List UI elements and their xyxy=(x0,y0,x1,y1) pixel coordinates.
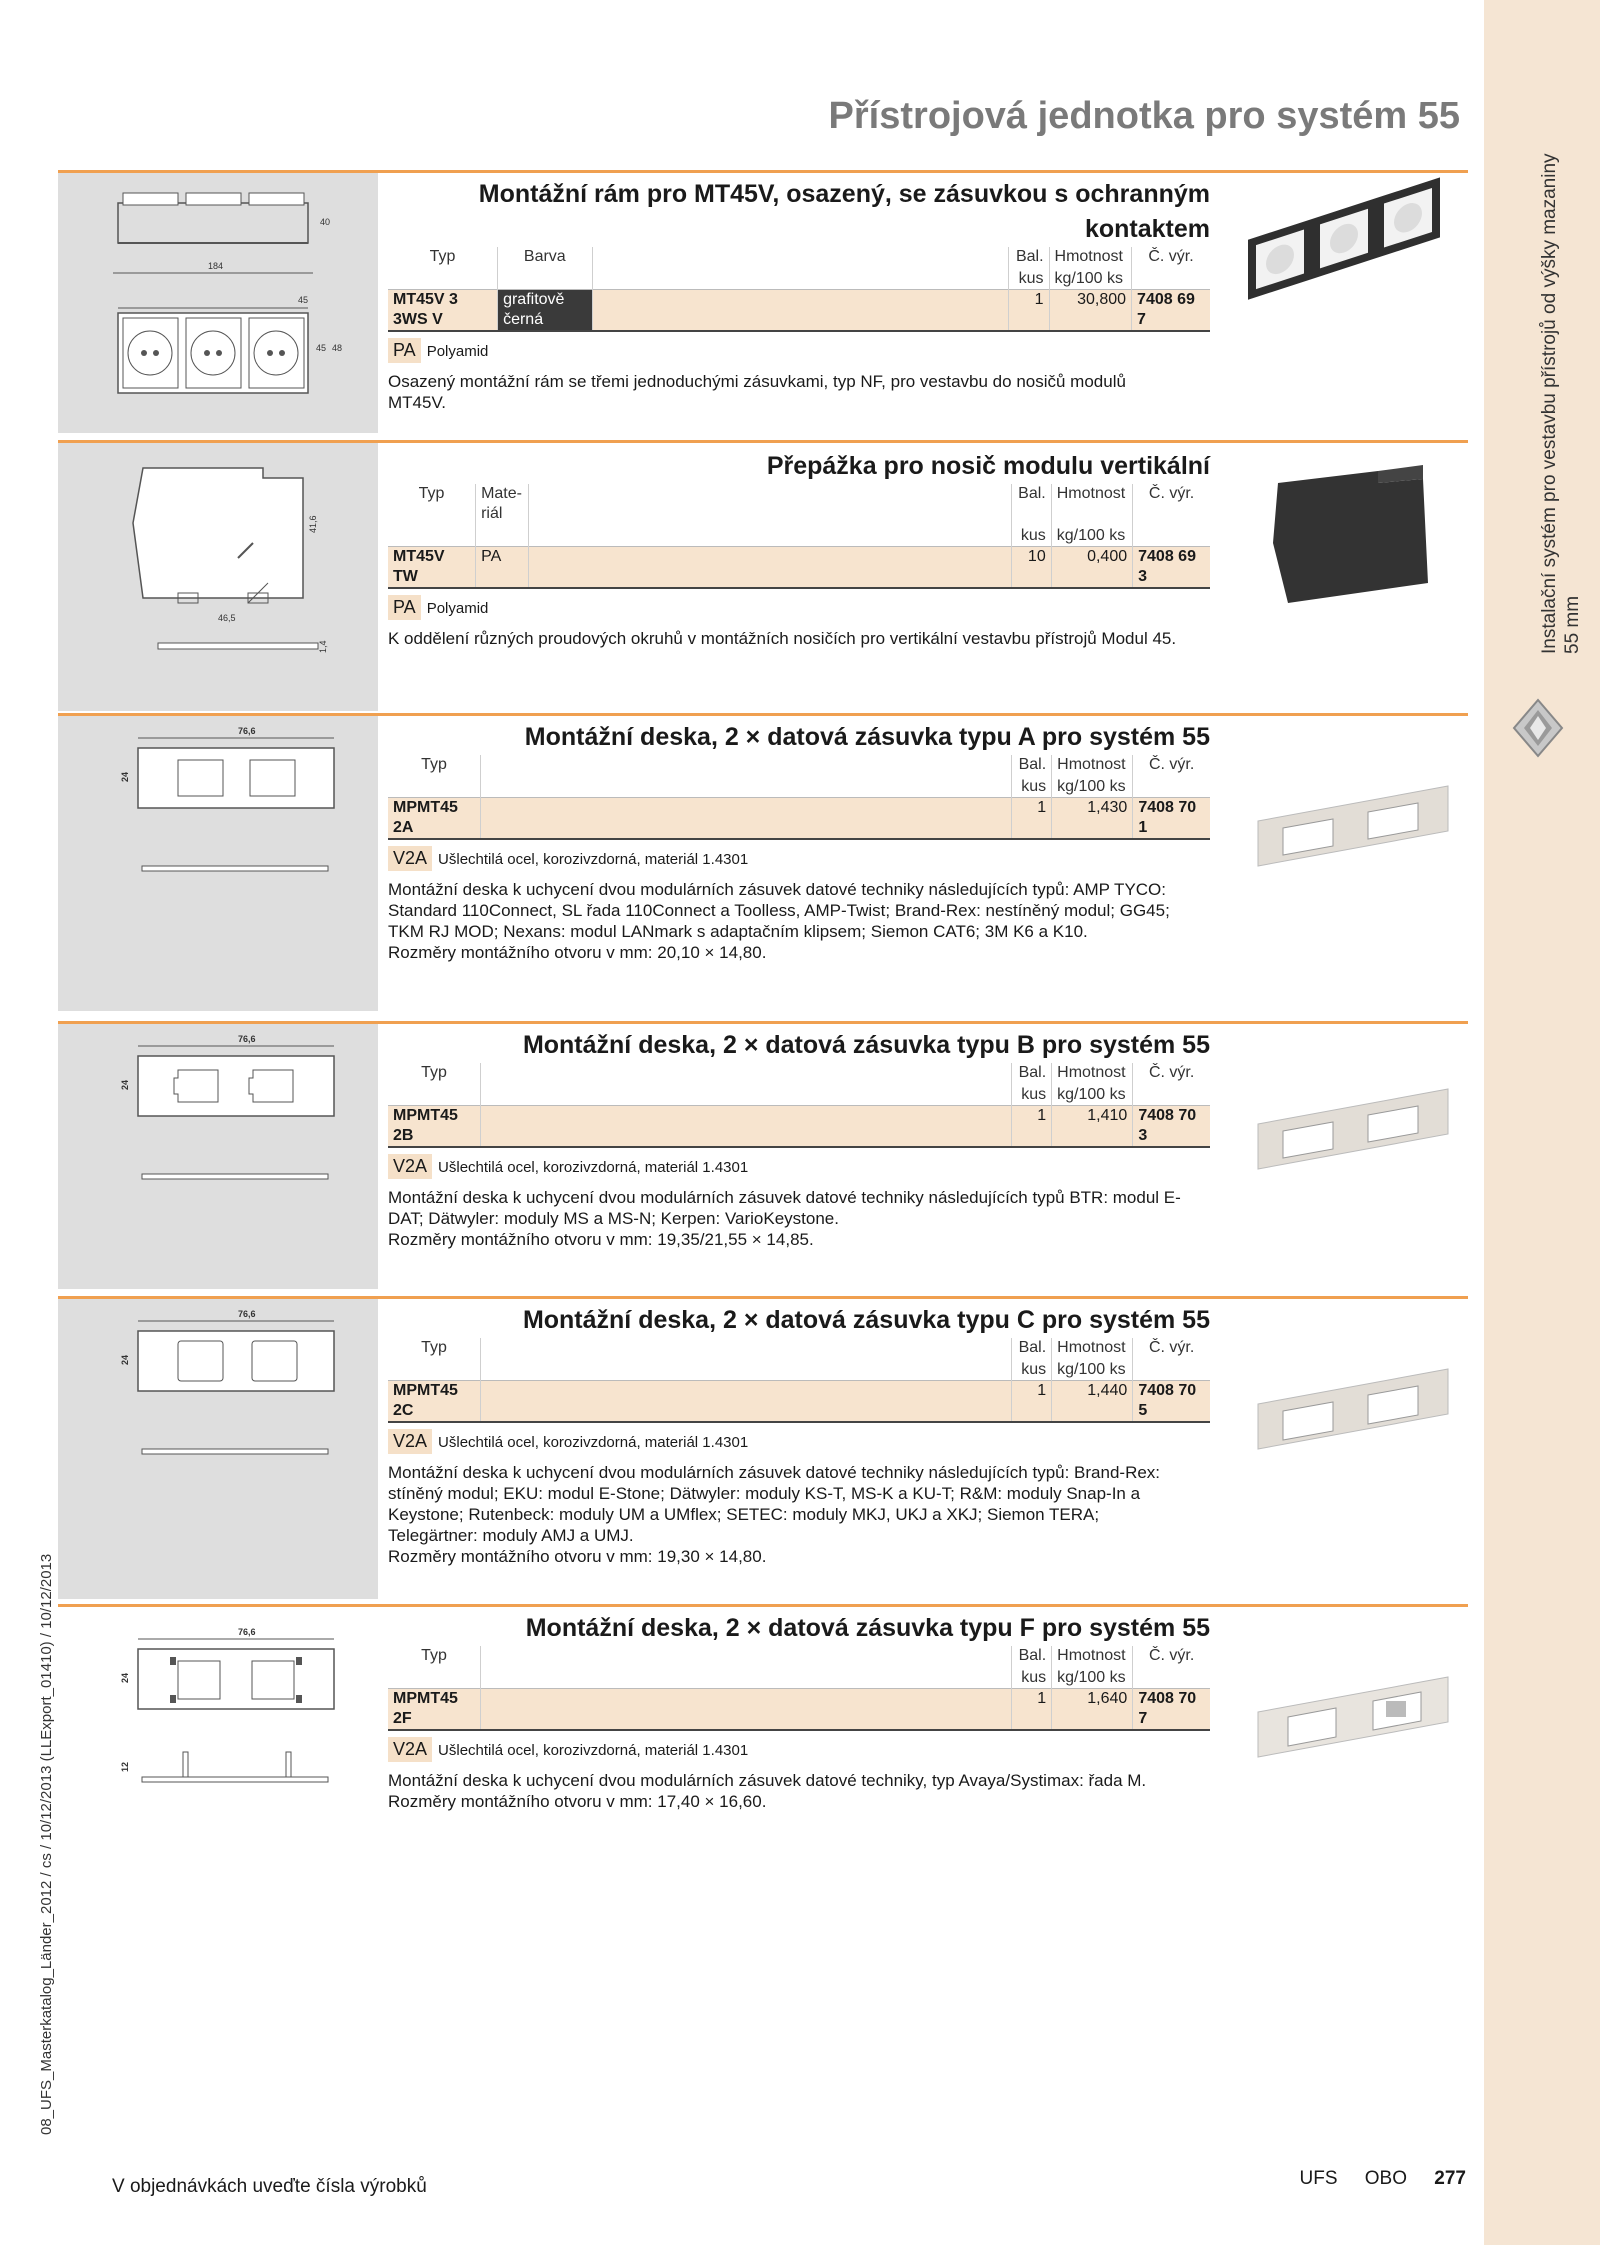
svg-text:45: 45 xyxy=(298,295,309,305)
product-photo xyxy=(1238,1299,1468,1469)
footer-note: V objednávkách uveďte čísla výrobků xyxy=(112,2176,427,2197)
footer-brand-obo: OBO xyxy=(1364,2168,1408,2189)
section-title: Montážní deska, 2 × datová zásuvka typu A pro systém 55 xyxy=(524,723,1210,751)
material-note: PA Polyamid xyxy=(388,595,1210,620)
footer-brand xyxy=(1278,2168,1467,2190)
section-content xyxy=(388,1607,1210,1812)
spec-table: Typ Bal. Hmotnost Č. výr. kus kg/100 ks MPMT45 2A 1 1,430 7408 70 1 xyxy=(388,755,1210,840)
product-photo xyxy=(1238,443,1468,613)
svg-text:24: 24 xyxy=(120,1354,130,1365)
section-title: Montážní deska, 2 × datová zásuvka typu B pro systém 55 xyxy=(522,1031,1210,1059)
section-title: Montážní rám pro MT45V, osazený, se zásuvkou s ochranným kontaktem xyxy=(478,180,1210,243)
table-row: MT45V TW PA 10 0,400 7408 69 3 xyxy=(388,547,1210,589)
svg-text:46,5: 46,5 xyxy=(218,613,236,623)
technical-drawing xyxy=(58,173,378,433)
product-section-plate-f xyxy=(58,1604,1468,1894)
product-photo xyxy=(1238,1024,1468,1194)
svg-text:24: 24 xyxy=(120,1672,130,1683)
description: Montážní deska k uchycení dvou modulárních zásuvek datové techniky následujících typů: Brand-Rex: stíněný modul; EKU: modul E-Stone; Dätwyler: moduly KS-T, MS-K a KU-T; R&M: moduly Snap-In a Keystone; Rutenbeck: moduly UM a UMflex; SETEC: moduly MKJ, UKJ a XKJ; Siemon TERA; Telegärtner: moduly AMJ a UMJ. Rozměry montážního otvoru v mm: 19,30 × 14,80. xyxy=(388,1463,1161,1566)
svg-text:76,6: 76,6 xyxy=(238,726,256,736)
section-content xyxy=(388,173,1210,413)
svg-text:45: 45 xyxy=(316,343,327,353)
footer-brand-ufs: UFS xyxy=(1299,2168,1338,2189)
side-tab-line1: Instalační systém pro vestavbu přístrojů od výšky mazaniny xyxy=(1539,153,1560,654)
product-section-plate-a xyxy=(58,713,1468,1018)
spec-table: Typ Bal. Hmotnost Č. výr. kus kg/100 ks MPMT45 2C 1 1,440 7408 70 5 xyxy=(388,1338,1210,1423)
product-section-plate-b xyxy=(58,1021,1468,1296)
table-row: MPMT45 2F 1 1,640 7408 70 7 xyxy=(388,1689,1210,1731)
table-row: MT45V 3 3WS V grafitově černá 1 30,800 7408 69 7 xyxy=(388,290,1210,332)
section-title: Montážní deska, 2 × datová zásuvka typu C pro systém 55 xyxy=(522,1306,1210,1334)
technical-drawing xyxy=(58,443,378,711)
product-photo xyxy=(1238,1607,1468,1777)
svg-text:1,4: 1,4 xyxy=(318,640,328,653)
product-section-partition xyxy=(58,440,1468,710)
section-title: Přepážka pro nosič modulu vertikální xyxy=(766,452,1210,480)
technical-drawing xyxy=(58,1299,378,1599)
description: Osazený montážní rám se třemi jednoduchými zásuvkami, typ NF, pro vestavbu do nosičů modulů MT45V. xyxy=(388,372,1126,412)
page-number: 277 xyxy=(1434,2168,1466,2189)
technical-drawing xyxy=(58,1607,378,1837)
product-photo xyxy=(1238,716,1468,886)
svg-text:76,6: 76,6 xyxy=(238,1034,256,1044)
section-content xyxy=(388,716,1210,963)
page-title: Přístrojová jednotka pro systém 55 xyxy=(828,95,1460,137)
table-row: MPMT45 2C 1 1,440 7408 70 5 xyxy=(388,1381,1210,1423)
svg-text:76,6: 76,6 xyxy=(238,1309,256,1319)
svg-text:12: 12 xyxy=(120,1761,130,1772)
spec-table: Typ Bal. Hmotnost Č. výr. kus kg/100 ks MPMT45 2B 1 1,410 7408 70 3 xyxy=(388,1063,1210,1148)
section-content xyxy=(388,443,1210,649)
svg-text:41,6: 41,6 xyxy=(308,515,318,533)
product-section-mt45v-frame xyxy=(58,170,1468,435)
technical-drawing xyxy=(58,1024,378,1289)
diamond-icon xyxy=(1512,698,1564,758)
description: Montážní deska k uchycení dvou modulárních zásuvek datové techniky následujících typů BTR: modul E-DAT; Dätwyler: moduly MS a MS-N; Kerpen: VarioKeystone. Rozměry montážního otvoru v mm: 19,35/21,55 × 14,85. xyxy=(388,1188,1181,1249)
svg-text:40: 40 xyxy=(320,217,331,227)
description: Montážní deska k uchycení dvou modulárních zásuvek datové techniky následujících typů: AMP TYCO: Standard 110Connect, SL řada 110Connect a Toolless, AMP-Twist; Brand-Rex: nestíněný modul; GG45; TKM RJ MOD; Nexans: modul LANmark s adaptačním klipsem; Siemon CAT6; 3M K6 a K10. Rozměry montážního otvoru v mm: 20,10 × 14,80. xyxy=(388,880,1170,962)
section-content xyxy=(388,1024,1210,1250)
spec-table: Typ Mate-riál Bal. Hmotnost Č. výr. kus kg/100 ks MT45V TW PA 10 0,400 7408 69 3 xyxy=(388,484,1210,589)
svg-text:24: 24 xyxy=(120,1079,130,1090)
description: Montážní deska k uchycení dvou modulárních zásuvek datové techniky, typ Avaya/Systimax: řada M. Rozměry montážního otvoru v mm: 17,40 × 16,60. xyxy=(388,1771,1147,1811)
section-content xyxy=(388,1299,1210,1567)
material-note: V2A Ušlechtilá ocel, korozivzdorná, materiál 1.4301 xyxy=(388,1154,1210,1179)
svg-text:24: 24 xyxy=(120,771,130,782)
spec-table: Typ Bal. Hmotnost Č. výr. kus kg/100 ks MPMT45 2F 1 1,640 7408 70 7 xyxy=(388,1646,1210,1731)
svg-text:48: 48 xyxy=(332,343,343,353)
table-row: MPMT45 2B 1 1,410 7408 70 3 xyxy=(388,1106,1210,1148)
material-note: V2A Ušlechtilá ocel, korozivzdorná, materiál 1.4301 xyxy=(388,846,1210,871)
material-note: PA Polyamid xyxy=(388,338,1210,363)
svg-text:76,6: 76,6 xyxy=(238,1627,256,1637)
section-title: Montážní deska, 2 × datová zásuvka typu F pro systém 55 xyxy=(525,1614,1210,1642)
technical-drawing xyxy=(58,716,378,1011)
material-note: V2A Ušlechtilá ocel, korozivzdorná, materiál 1.4301 xyxy=(388,1429,1210,1454)
product-section-plate-c xyxy=(58,1296,1468,1601)
side-tab-line2: 55 mm xyxy=(1562,595,1583,654)
spec-table: Typ Barva Bal. Hmotnost Č. výr. kus kg/100 ks MT45V 3 3WS V grafitově černá 1 30,800 7408 69 7 xyxy=(388,247,1210,332)
svg-text:184: 184 xyxy=(208,261,224,271)
material-note: V2A Ušlechtilá ocel, korozivzdorná, materiál 1.4301 xyxy=(388,1737,1210,1762)
product-photo xyxy=(1238,173,1468,323)
description: K oddělení různých proudových okruhů v montážních nosičích pro vertikální vestavbu přístrojů Modul 45. xyxy=(388,629,1177,648)
table-row: MPMT45 2A 1 1,430 7408 70 1 xyxy=(388,798,1210,840)
